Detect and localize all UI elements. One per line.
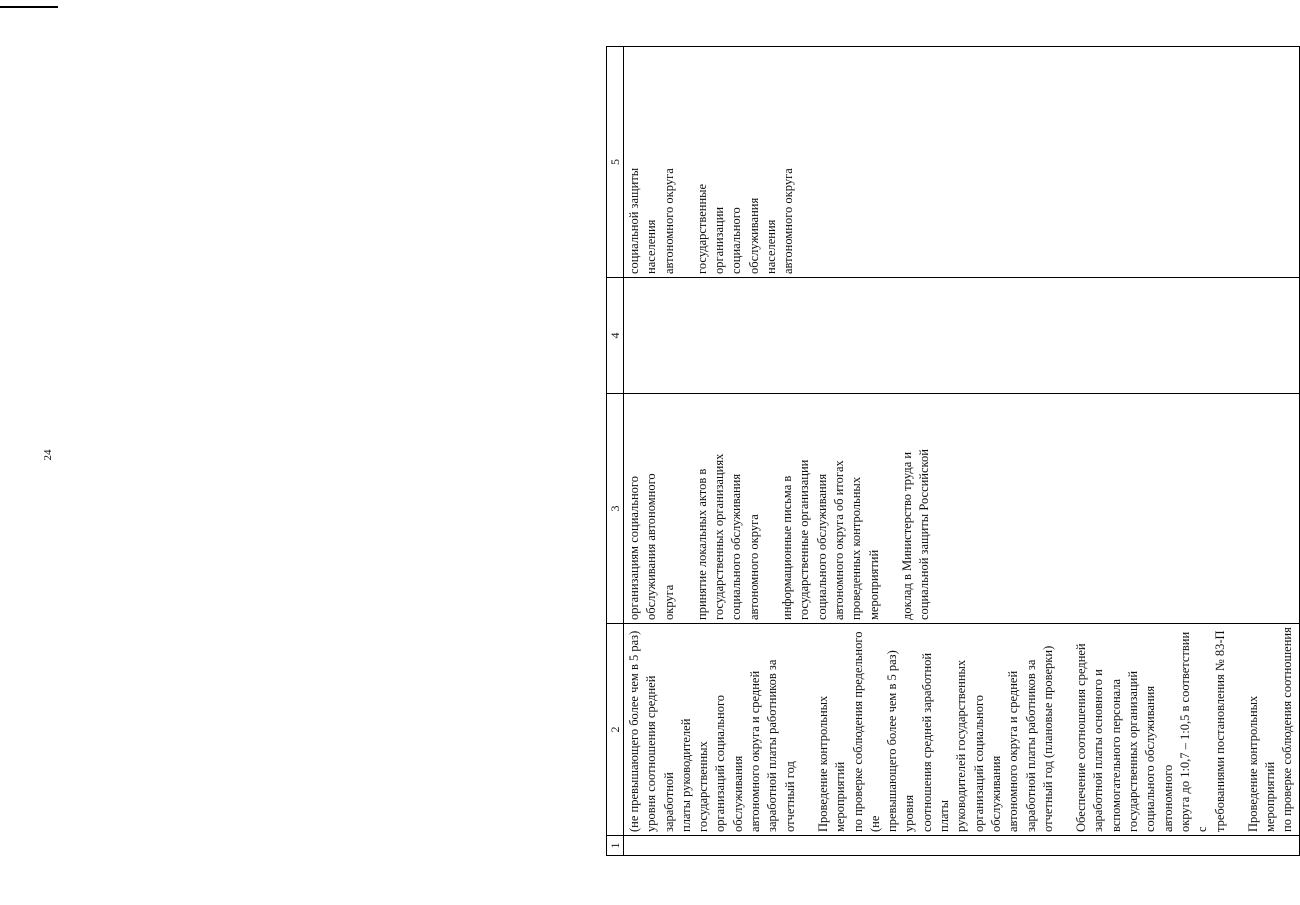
- measure-text-4: Проведение контрольных мероприятий по проверке соблюдения соотношения: [1245, 627, 1295, 832]
- measures-table: [606, 46, 1300, 856]
- header-col-3: 3: [607, 394, 624, 624]
- header-col-4: 4: [607, 278, 624, 394]
- cell-executors: [624, 47, 1300, 278]
- executor-text-2: государственные организации социального обслуживания населения автономного округа: [694, 168, 796, 274]
- result-text-2: принятие локальных актов в государственных организациях социального обслуживания автономного округа: [694, 453, 761, 620]
- header-col-5: 5: [607, 47, 624, 278]
- page-number: 24: [42, 449, 54, 461]
- measure-text-3: Обеспечение соотношения средней заработной платы основного и вспомогательного персонала государственных организаций социального обслуживания автономного округа до 1:0,7 – 1:0,5 в соответствии с требованиями постановления № 83-П: [1074, 630, 1227, 832]
- cell-results: [624, 394, 1300, 624]
- cell-col-4: [624, 278, 1300, 394]
- measure-text-1: (не превышающего более чем в 5 раз) уровня соотношения средней заработной платы руководителей государственных организаций социального обслуживания автономного округа и средней заработной платы работников за отчетный год: [627, 630, 797, 832]
- table-row: [624, 47, 1300, 856]
- rotated-page: [606, 46, 1295, 856]
- result-text-3: информационные письма в государственные организации социального обслуживания автономного округа об итогах проведенных контрольных мероприятий: [780, 459, 881, 620]
- cell-col-1: [624, 836, 1300, 856]
- table-header-row: [607, 47, 624, 856]
- cell-measures: [624, 624, 1300, 836]
- scan-top-mark: [0, 6, 58, 8]
- result-text-1: организациям социального обслуживания автономного округа: [627, 473, 676, 620]
- executor-text-1: социальной защиты населения автономного округа: [627, 167, 676, 274]
- header-col-2: 2: [607, 624, 624, 836]
- measure-text-2: Проведение контрольных мероприятий по проверке соблюдения предельного (не превышающего более чем в 5 раз) уровня соотношения средней заработной платы руководителей государственных организаций социального обслуживания автономного округа и средней заработной платы работников за отчетный год (плановые проверки): [815, 631, 1055, 832]
- header-col-1: 1: [607, 836, 624, 856]
- result-text-4: доклад в Министерство труда и социальной защиты Российской: [899, 449, 932, 620]
